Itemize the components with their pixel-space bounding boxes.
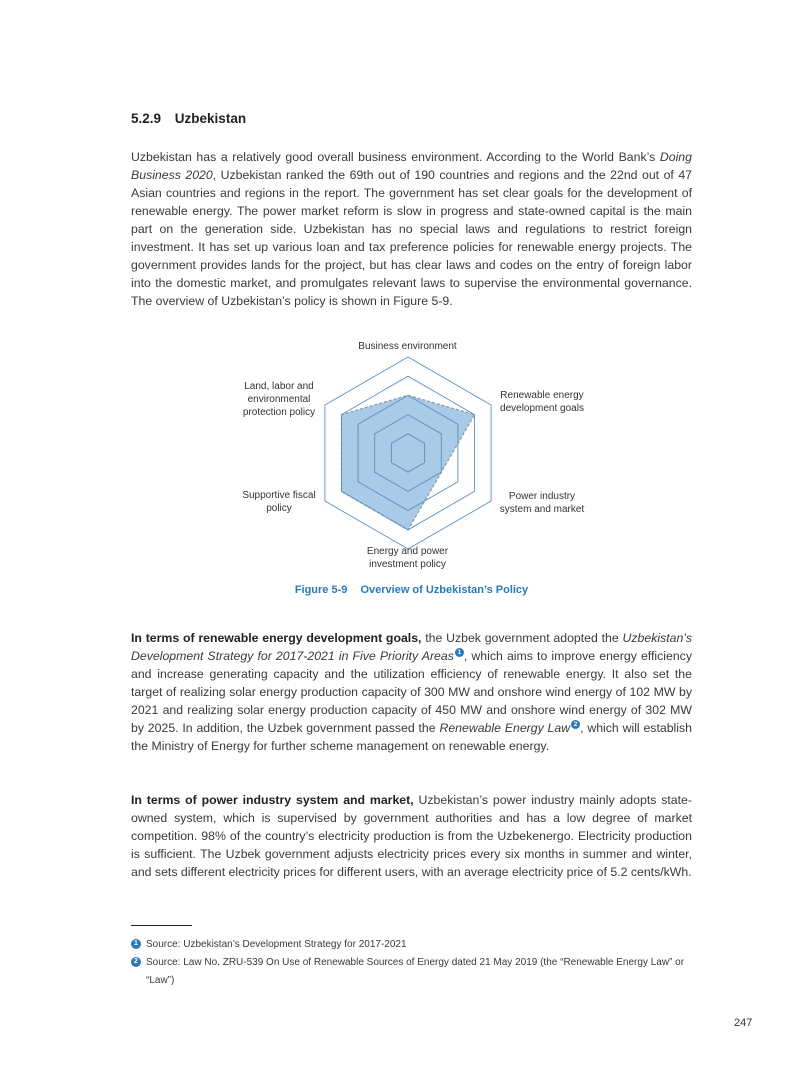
figure-number: Figure 5-9 <box>294 584 348 596</box>
footnote-item <box>131 936 692 954</box>
footnote-marker-icon: 2 <box>131 957 141 967</box>
radar-chart-svg <box>225 335 595 580</box>
footnote-marker-icon: 1 <box>131 939 141 949</box>
data-area <box>342 395 475 529</box>
axis-label-energy-investment: Energy and power investment policy <box>366 546 449 570</box>
radar-chart <box>225 335 595 580</box>
footnote-ref-1[interactable]: 1 <box>455 648 464 657</box>
paragraph-text: Uzbekistan’s power industry mainly adopts state-owned system, which is supervised by government authorities and has a low degree of market competition. 98% of the country’s electricity production is from the Uzbekenergo. Electricity production is sufficient. The Uzbek government adjusts electricity prices every six months in summer and winter, and sets different electricity prices for different users, with an average electricity price of 5.2 cents/kWh. <box>131 793 692 879</box>
footnote-ref-2[interactable]: 2 <box>571 720 580 729</box>
page-number: 247 <box>734 1017 753 1029</box>
footnote-item <box>131 954 692 990</box>
paragraph-lead-bold: In terms of power industry system and market, <box>131 793 414 807</box>
renewable-goals-paragraph <box>131 629 692 755</box>
footnotes <box>131 936 692 990</box>
paragraph-text: the Uzbek government adopted the <box>421 631 623 645</box>
intro-text-2: , Uzbekistan ranked the 69th out of 190 countries and regions and the 22nd out of 47 Asian countries and regions in the report. The government has set clear goals for the development of renewable energy. The power market reform is slow in progress and state-owned capital is the main part on the generation side. Uzbekistan has no special laws and regulations to restrict foreign investment. It has set up various loan and tax preference policies for renewable energy projects. The government provides lands for the project, but has clear laws and codes on the entry of foreign labor into the domestic market, and promulgates relevant laws to supervise the environmental governance. The overview of Uzbekistan’s policy is shown in Figure 5-9. <box>131 168 692 308</box>
section-heading <box>131 111 246 126</box>
report-title-italic: Doing Business 2020 <box>131 150 692 182</box>
intro-text-1: Uzbekistan has a relatively good overall business environment. According to the World Bank’s <box>131 150 660 164</box>
footnote-text: Source: Uzbekistan’s Development Strategy for 2017-2021 <box>146 939 407 950</box>
figure-caption <box>131 584 692 596</box>
paragraph-lead-bold: In terms of renewable energy development goals, <box>131 631 422 645</box>
intro-paragraph <box>131 148 692 310</box>
footnote-text: Source: Law No. ZRU-539 On Use of Renewable Sources of Energy dated 21 May 2019 (the “Renewable Energy Law” or “Law”) <box>146 957 685 986</box>
axis-label-business-environment: Business environment <box>358 341 457 352</box>
section-title: Uzbekistan <box>174 111 247 126</box>
footnote-divider <box>131 925 192 926</box>
paragraph-text: , which will establish the Ministry of Energy for further scheme management on renewable energy. <box>131 721 693 753</box>
axis-label-land-labor-environment: Land, labor and environmental protection policy <box>242 381 316 418</box>
axis-label-fiscal-policy: Supportive fiscal policy <box>242 490 316 514</box>
paragraph-text: , which aims to improve energy efficiency and increase generating capacity and the utilization efficiency of renewable energy. It also set the target of realizing solar energy production capacity of 300 MW and onshore wind energy of 102 MW by 2021 and realizing solar energy production capacity of 450 MW and onshore wind energy of 302 MW by 2025. In addition, the Uzbek government passed the <box>131 649 692 735</box>
section-number: 5.2.9 <box>131 111 162 126</box>
axis-label-renewable-goals: Renewable energy development goals <box>500 390 584 414</box>
axis-label-power-industry: Power industry system and market <box>499 491 585 515</box>
power-industry-paragraph <box>131 791 692 881</box>
figure-title: Overview of Uzbekistan’s Policy <box>360 584 529 596</box>
strategy-title-italic: Uzbekistan’s Development Strategy for 2017-2021 in Five Priority Areas <box>131 631 692 663</box>
law-title-italic: Renewable Energy Law <box>439 721 571 735</box>
